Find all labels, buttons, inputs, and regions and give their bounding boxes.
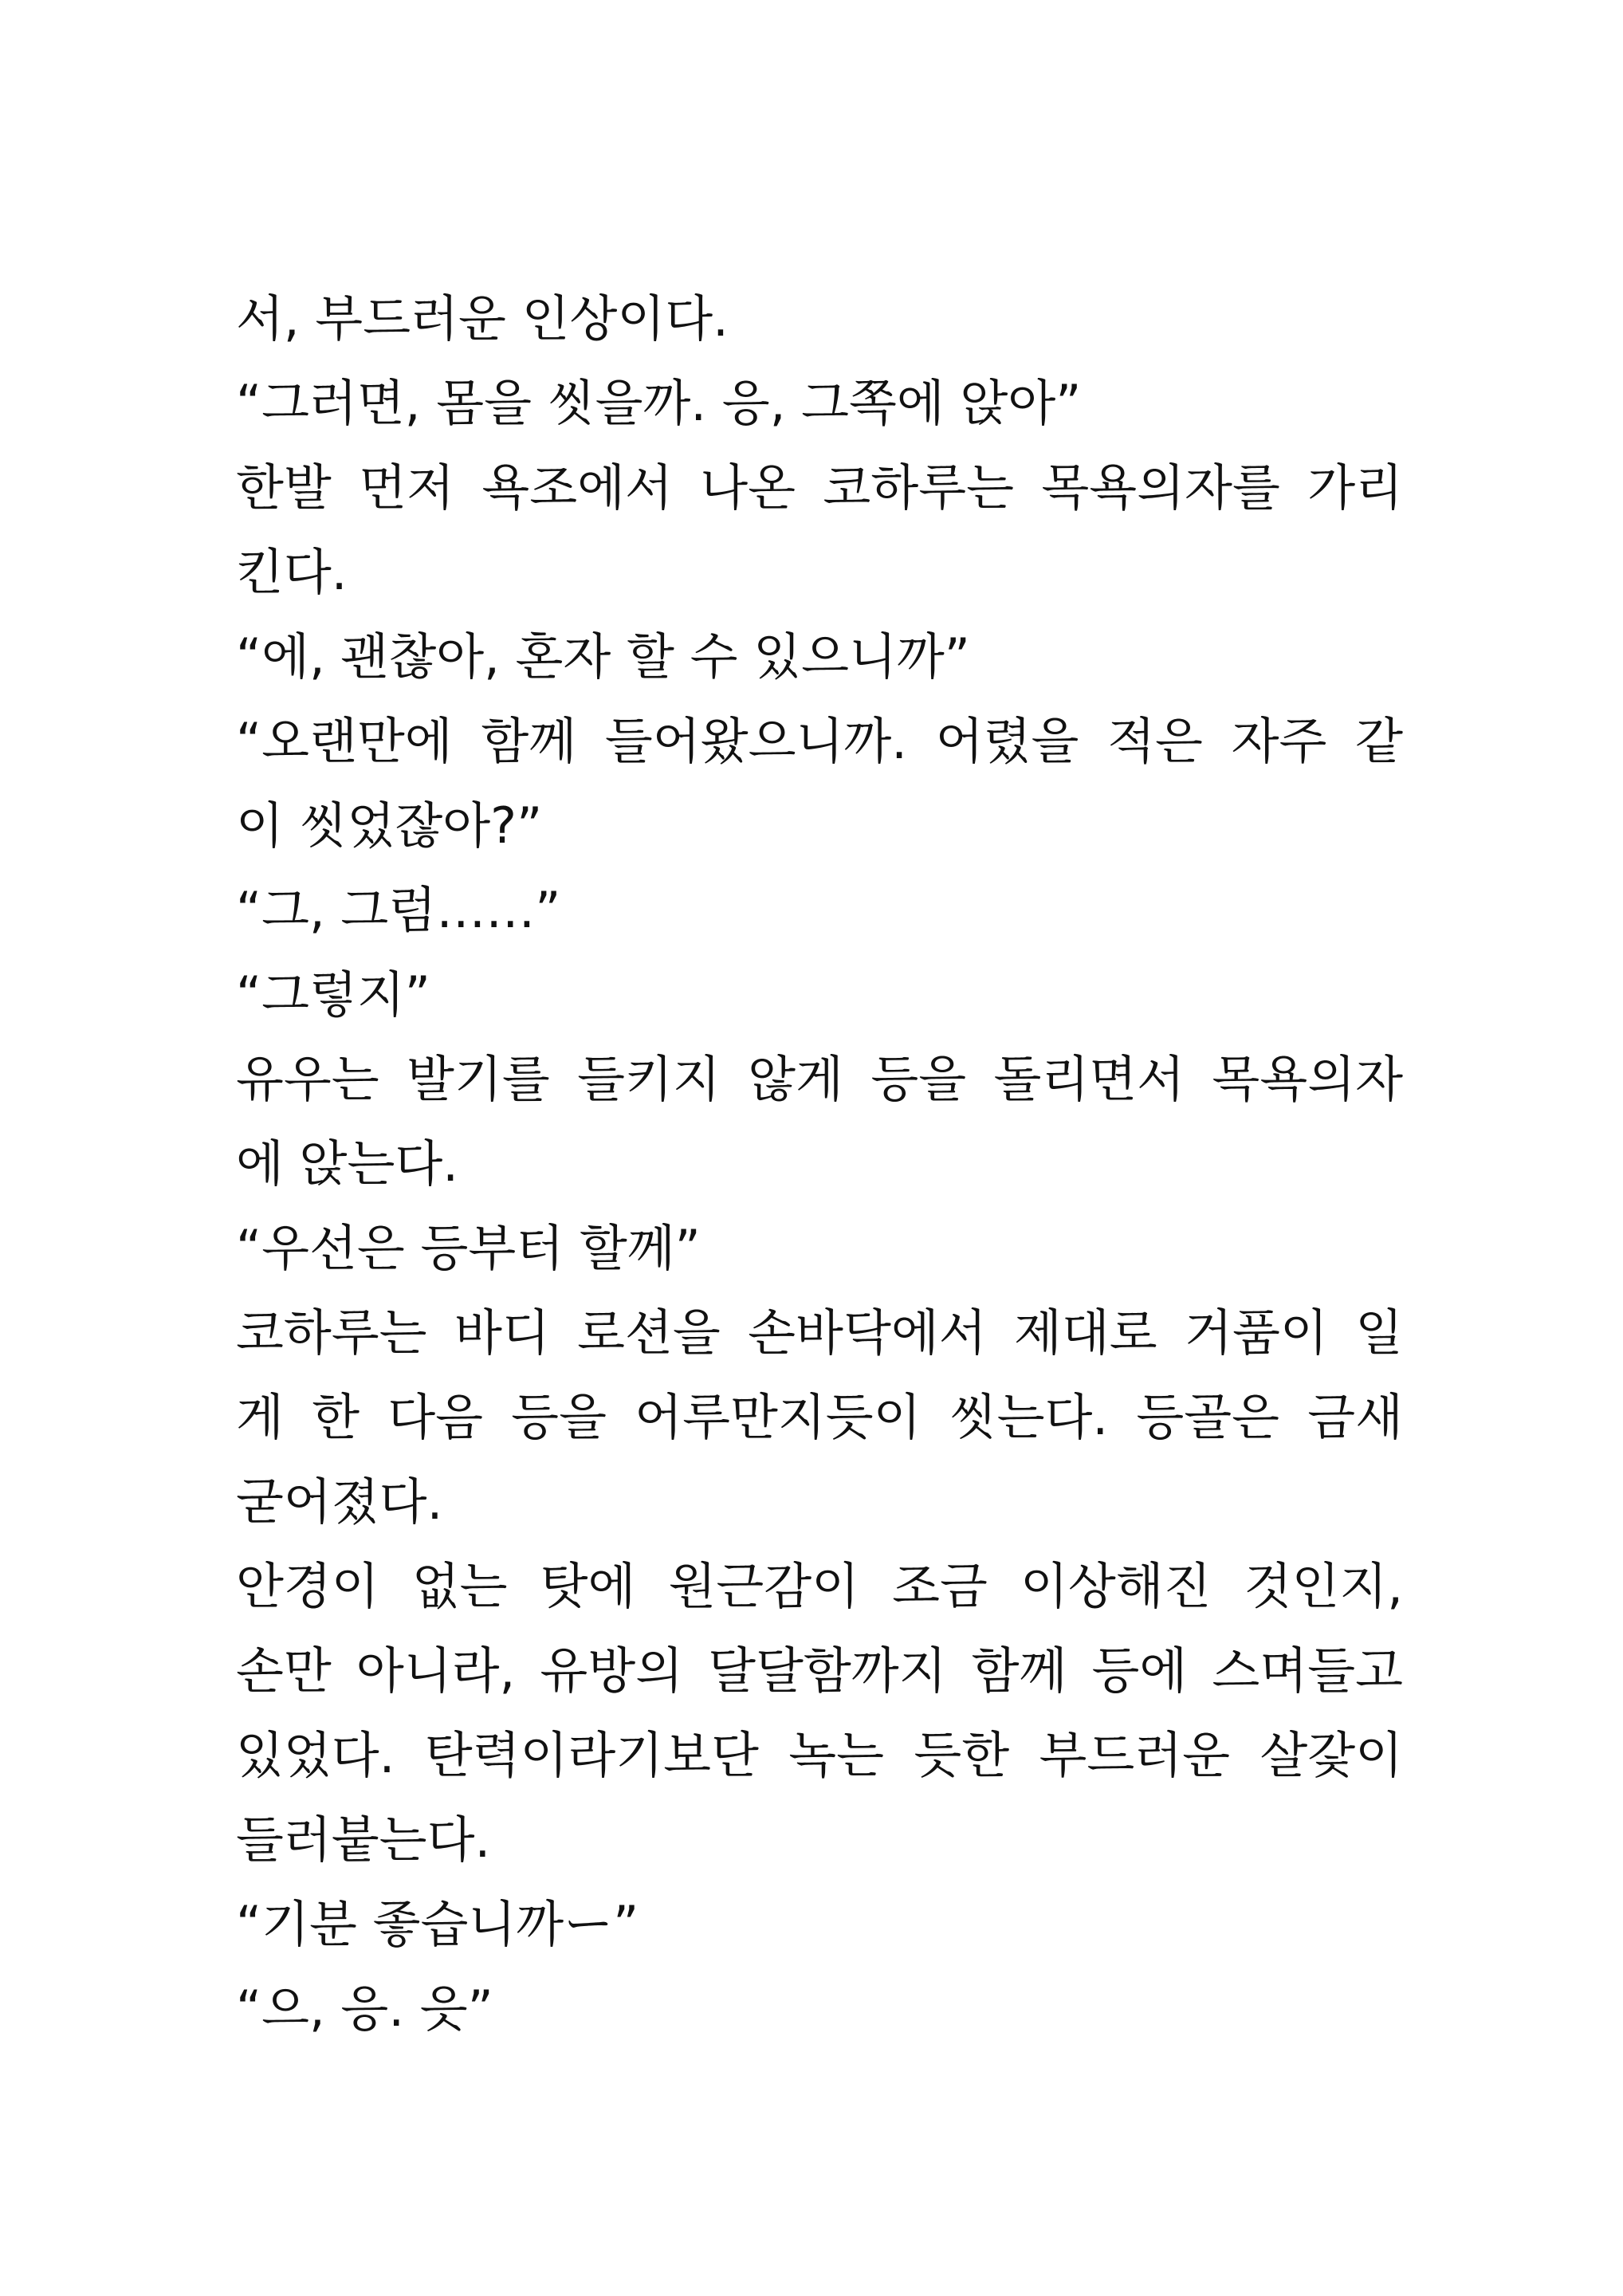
text-line: 에 앉는다. — [236, 1134, 458, 1193]
text-line: “오랜만에 함께 들어왔으니까. 어렸을 적은 자주 같 — [236, 712, 1403, 770]
text-line: 굳어졌다. — [236, 1472, 443, 1531]
text-line: 손만 아니라, 유방의 달달함까지 함께 등에 스며들고 — [236, 1641, 1403, 1700]
text-line: 서, 부드러운 인상이다. — [236, 289, 729, 348]
text-line: 안경이 없는 탓에 원근감이 조금 이상해진 것인지, — [236, 1557, 1403, 1615]
text-line: “그, 그럼……” — [236, 881, 561, 939]
text-line: “우선은 등부터 할께” — [236, 1219, 701, 1277]
text-line: “기분 좋습니까ー” — [236, 1895, 639, 1953]
text-line: 킨다. — [236, 543, 348, 601]
text-line: 이 씻었잖아?” — [236, 796, 543, 855]
text-line: 유우는 발기를 들키지 않게 등을 돌리면서 목욕의자 — [236, 1050, 1403, 1108]
text-line: 코하루는 바디 로션을 손바닥에서 제대로 거품이 일 — [236, 1303, 1403, 1362]
document-page — [236, 277, 1403, 2051]
text-line: 있었다. 탄력이라기보단 녹는 듯한 부드러운 살갗이 — [236, 1726, 1403, 1784]
text-line: 게 한 다음 등을 어루만지듯이 씻는다. 등골은 금새 — [236, 1388, 1403, 1446]
text-line: 한발 먼저 욕조에서 나온 코하루는 목욕의자를 가리 — [236, 458, 1403, 517]
text-line: 들러붙는다. — [236, 1810, 491, 1869]
text-line: “그러면, 몸을 씻을까. 응, 그쪽에 앉아” — [236, 374, 1082, 432]
text-line: “으, 응. 읏” — [236, 1980, 493, 2038]
text-line: “그렇지” — [236, 965, 430, 1024]
text-line: “에, 괜찮아, 혼자 할 수 있으니까” — [236, 627, 970, 686]
